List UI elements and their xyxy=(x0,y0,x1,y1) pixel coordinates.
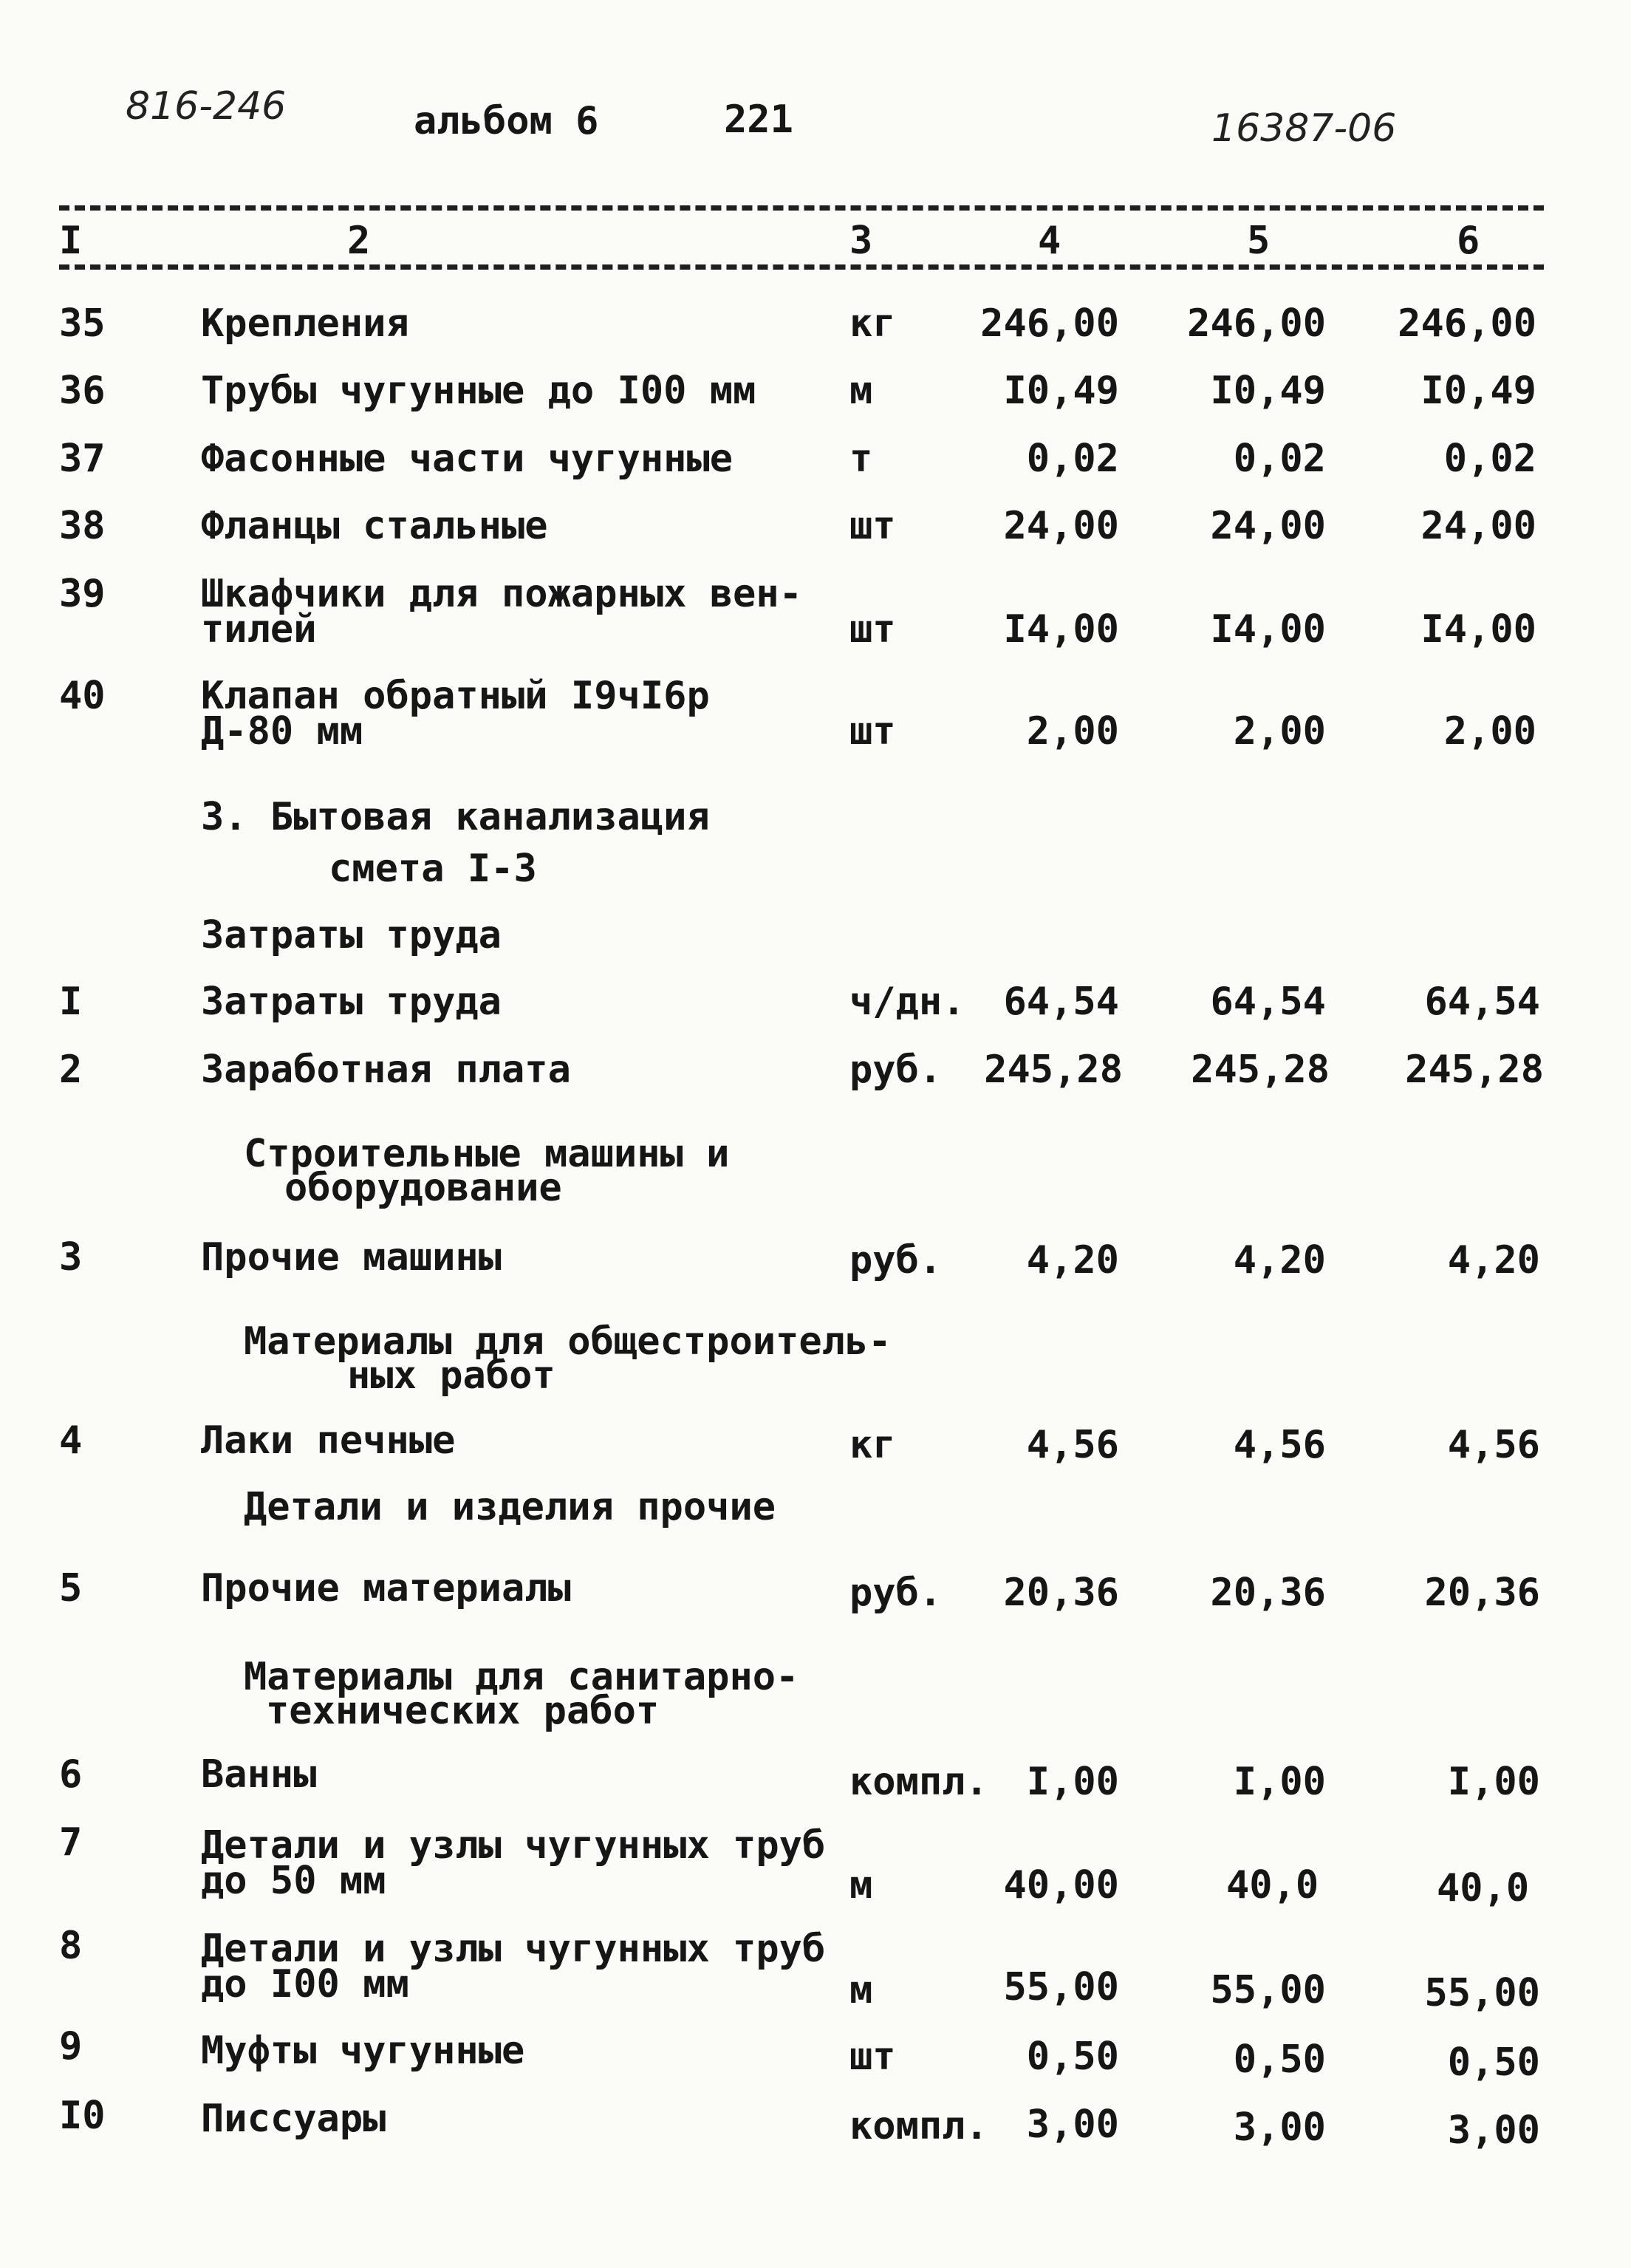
row-unit: руб. xyxy=(849,1238,943,1282)
row-value-5: 40,0 xyxy=(1226,1863,1319,1907)
row-number: 6 xyxy=(59,1752,83,1797)
row-unit: шт xyxy=(849,607,896,652)
row-value-6: 40,0 xyxy=(1437,1866,1530,1910)
row-value-4: 40,00 xyxy=(1003,1863,1119,1907)
row-name-line2: тилей xyxy=(201,607,317,652)
column-header-3: 3 xyxy=(849,219,873,263)
row-name: Крепления xyxy=(201,301,409,346)
subheading-other-parts: Детали и изделия прочие xyxy=(244,1485,776,1529)
row-name: Прочие машины xyxy=(201,1235,502,1280)
row-number: 2 xyxy=(59,1048,83,1092)
row-number: 5 xyxy=(59,1566,83,1611)
row-number: 7 xyxy=(59,1820,83,1865)
row-value-5: I4,00 xyxy=(1210,607,1326,652)
row-number: 4 xyxy=(59,1418,83,1463)
row-value-5: 0,50 xyxy=(1233,2038,1326,2082)
row-name-line1: Шкафчики для пожарных вен- xyxy=(201,572,802,616)
row-value-5: I,00 xyxy=(1233,1760,1326,1804)
row-unit: м xyxy=(849,369,873,413)
row-value-4: 245,28 xyxy=(984,1048,1123,1092)
row-value-6: I4,00 xyxy=(1420,607,1536,652)
row-value-6: 20,36 xyxy=(1424,1571,1540,1615)
row-number: I0 xyxy=(59,2094,106,2138)
header-top-rule xyxy=(59,205,1544,211)
row-name: Прочие материалы xyxy=(201,1566,571,1611)
row-value-6: I0,49 xyxy=(1420,369,1536,413)
row-value-4: 20,36 xyxy=(1003,1571,1119,1615)
row-number: 3 xyxy=(59,1235,83,1280)
header-bottom-rule xyxy=(59,264,1544,270)
row-value-5: 0,02 xyxy=(1233,437,1326,481)
row-unit: шт xyxy=(849,709,896,754)
row-name: Муфты чугунные xyxy=(201,2029,525,2073)
row-unit: кг xyxy=(849,301,896,346)
column-header-5: 5 xyxy=(1247,219,1271,263)
row-number: 40 xyxy=(59,674,106,718)
row-name: Трубы чугунные до I00 мм xyxy=(201,369,756,413)
row-unit: ч/дн. xyxy=(849,980,965,1024)
row-value-5: 64,54 xyxy=(1210,980,1326,1024)
row-name: Писсуары xyxy=(201,2097,386,2141)
row-name: Фланцы стальные xyxy=(201,504,548,548)
row-number: 37 xyxy=(59,437,106,481)
column-header-6: 6 xyxy=(1457,219,1480,263)
row-value-5: 4,20 xyxy=(1233,1238,1326,1282)
row-name: Фасонные части чугунные xyxy=(201,437,734,481)
row-name-line2: до I00 мм xyxy=(201,1962,409,2006)
row-number: 36 xyxy=(59,369,106,413)
row-name: Ванны xyxy=(201,1752,317,1797)
row-unit: м xyxy=(849,1968,873,2012)
row-unit: т xyxy=(849,437,873,481)
page-number: 221 xyxy=(724,98,793,142)
subheading-machines-line1: Строительные машины и xyxy=(244,1132,730,1176)
row-unit: компл. xyxy=(849,1760,988,1804)
row-name-line1: Клапан обратный I9чI6р xyxy=(201,674,710,718)
row-number: 9 xyxy=(59,2024,83,2069)
row-value-4: 3,00 xyxy=(1026,2103,1119,2147)
row-name-line1: Детали и узлы чугунных труб xyxy=(201,1927,826,1971)
row-unit: кг xyxy=(849,1423,896,1467)
labor-heading: Затраты труда xyxy=(201,913,502,957)
row-value-5: 55,00 xyxy=(1210,1968,1326,2012)
subheading-sanitary-materials-line2: технических работ xyxy=(266,1689,660,1733)
row-name: Затраты труда xyxy=(201,980,502,1024)
subheading-sanitary-materials-line1: Материалы для санитарно- xyxy=(244,1655,799,1699)
column-header-2: 2 xyxy=(347,219,371,263)
row-value-6: 2,00 xyxy=(1443,709,1536,754)
row-value-5: I0,49 xyxy=(1210,369,1326,413)
row-value-4: 4,20 xyxy=(1026,1238,1119,1282)
row-value-6: I,00 xyxy=(1447,1760,1540,1804)
row-value-6: 3,00 xyxy=(1447,2108,1540,2153)
column-header-1: I xyxy=(59,219,83,263)
row-value-5: 246,00 xyxy=(1187,301,1326,346)
row-value-6: 24,00 xyxy=(1420,504,1536,548)
row-value-5: 20,36 xyxy=(1210,1571,1326,1615)
subheading-machines-line2: оборудование xyxy=(284,1166,562,1210)
row-value-4: 246,00 xyxy=(980,301,1119,346)
row-name-line2: до 50 мм xyxy=(201,1859,386,1903)
row-number: 38 xyxy=(59,504,106,548)
row-value-4: 0,02 xyxy=(1026,437,1119,481)
row-value-4: 24,00 xyxy=(1003,504,1119,548)
row-value-4: 64,54 xyxy=(1003,980,1119,1024)
row-value-4: I,00 xyxy=(1026,1760,1119,1804)
row-value-5: 24,00 xyxy=(1210,504,1326,548)
row-name: Лаки печные xyxy=(201,1418,456,1463)
column-header-4: 4 xyxy=(1038,219,1061,263)
row-name-line1: Детали и узлы чугунных труб xyxy=(201,1823,826,1868)
album-label: альбом 6 xyxy=(414,99,599,143)
row-value-6: 246,00 xyxy=(1398,301,1536,346)
row-value-4: 0,50 xyxy=(1026,2035,1119,2079)
row-value-5: 3,00 xyxy=(1233,2105,1326,2150)
row-value-5: 2,00 xyxy=(1233,709,1326,754)
row-unit: компл. xyxy=(849,2104,988,2148)
row-value-4: I4,00 xyxy=(1003,607,1119,652)
row-unit: руб. xyxy=(849,1048,943,1092)
row-unit: шт xyxy=(849,504,896,548)
row-value-5: 4,56 xyxy=(1233,1423,1326,1467)
row-value-6: 0,02 xyxy=(1443,437,1536,481)
section-subtitle: смета I-3 xyxy=(329,847,537,891)
subheading-general-materials-line1: Материалы для общестроитель- xyxy=(244,1319,892,1364)
subheading-general-materials-line2: ных работ xyxy=(347,1353,555,1398)
row-value-6: 0,50 xyxy=(1447,2040,1540,2085)
row-number: 39 xyxy=(59,572,106,616)
row-value-5: 245,28 xyxy=(1191,1048,1330,1092)
row-unit: шт xyxy=(849,2035,896,2079)
row-name-line2: Д-80 мм xyxy=(201,709,363,754)
row-name: Заработная плата xyxy=(201,1048,571,1092)
document-number: 16387-06 xyxy=(1211,106,1397,151)
row-value-4: I0,49 xyxy=(1003,369,1119,413)
row-unit: м xyxy=(849,1863,873,1907)
row-number: 35 xyxy=(59,301,106,346)
row-number: I xyxy=(59,980,83,1024)
section-title: 3. Бытовая канализация xyxy=(201,795,710,839)
row-value-6: 4,56 xyxy=(1447,1423,1540,1467)
row-value-6: 4,20 xyxy=(1447,1238,1540,1282)
row-value-4: 2,00 xyxy=(1026,709,1119,754)
row-value-6: 64,54 xyxy=(1424,980,1540,1024)
row-value-6: 55,00 xyxy=(1424,1971,1540,2015)
row-value-6: 245,28 xyxy=(1405,1048,1544,1092)
row-number: 8 xyxy=(59,1924,83,1968)
document-code: 816-246 xyxy=(126,84,287,129)
row-value-4: 4,56 xyxy=(1026,1423,1119,1467)
row-unit: руб. xyxy=(849,1571,943,1615)
row-value-4: 55,00 xyxy=(1003,1965,1119,2009)
